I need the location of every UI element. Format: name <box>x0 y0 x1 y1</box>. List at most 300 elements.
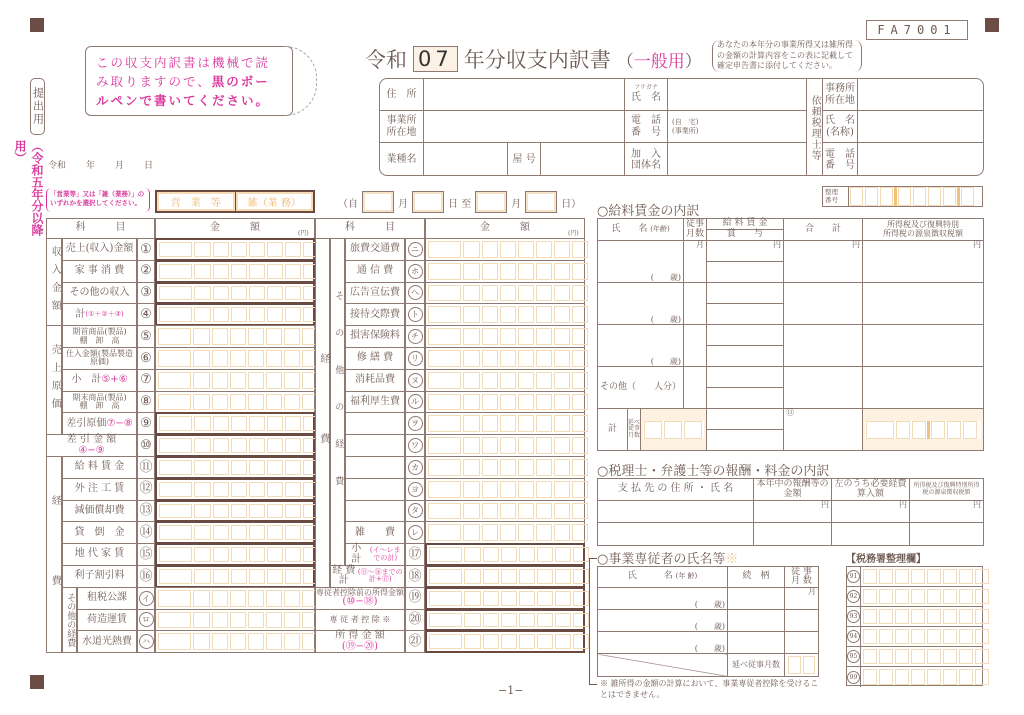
total-withholding[interactable] <box>863 409 984 451</box>
digit-box <box>266 328 282 345</box>
digit-box <box>194 438 211 453</box>
option-misc-business[interactable]: 雑（業 務） <box>236 192 314 211</box>
digit-box <box>963 421 977 439</box>
digit-box <box>463 415 480 432</box>
row-label-text: 給 料 賃 金 <box>74 461 125 473</box>
tax-office-input[interactable] <box>861 607 991 626</box>
digit-box <box>159 307 192 322</box>
digit-box <box>429 634 462 649</box>
period-month-label: 月 <box>511 198 522 210</box>
amount-input[interactable] <box>425 260 585 283</box>
row-label-text: 福利厚生費 <box>350 395 400 407</box>
tax-office-row-label <box>847 567 861 586</box>
digit-box <box>895 649 909 664</box>
digit-box <box>248 394 264 411</box>
total-input[interactable] <box>784 367 863 409</box>
deductible-input[interactable] <box>832 523 910 546</box>
amount-input[interactable] <box>155 412 315 435</box>
fees-table <box>597 478 984 546</box>
digit-box <box>518 306 534 323</box>
amount-input[interactable] <box>155 521 315 544</box>
row-number <box>405 543 425 566</box>
digit-box <box>518 328 534 345</box>
amount-input[interactable] <box>425 500 585 523</box>
digit-box <box>285 547 301 562</box>
digit-box <box>249 460 265 475</box>
association-input[interactable] <box>668 143 807 176</box>
title-paren: （ <box>616 51 634 72</box>
employee-name-input[interactable]: その他（ 人分） <box>598 367 684 409</box>
digit-box <box>927 609 941 624</box>
amount-input[interactable] <box>155 325 315 348</box>
digit-box <box>518 285 534 302</box>
digit-box <box>212 328 228 345</box>
row-number <box>405 303 425 326</box>
row-label-text: 減価償却費 <box>74 504 125 516</box>
digit-box <box>863 609 877 624</box>
digit-box <box>428 263 461 280</box>
notice-box <box>85 46 293 116</box>
from-day-input[interactable] <box>412 191 444 213</box>
row-label-text: 通 信 費 <box>356 264 394 276</box>
digit-box <box>159 416 192 431</box>
tax-office-code: 95 <box>847 650 860 663</box>
option-business[interactable]: 営 業 等 <box>157 192 236 211</box>
bonus-input[interactable] <box>707 388 784 409</box>
total-amount[interactable]: ⑪ <box>784 409 863 451</box>
row-number-text: ト <box>408 307 423 322</box>
row-number-text: ⑫ <box>139 481 153 497</box>
digit-box <box>536 306 552 323</box>
reference-number-label: 整理 番号 <box>823 187 849 206</box>
digit-box <box>213 504 229 519</box>
digit-box <box>285 460 301 475</box>
employee-name-input[interactable]: ( 歳) <box>598 325 684 367</box>
fee-amount-input[interactable] <box>754 523 832 546</box>
digit-box <box>158 328 191 345</box>
tax-office-row-label <box>847 667 861 687</box>
digit-box <box>501 547 517 562</box>
dependent-months-input[interactable] <box>785 610 819 632</box>
to-day-input[interactable] <box>525 191 557 213</box>
amount-input[interactable] <box>425 412 585 435</box>
row-number-text: ヌ <box>408 373 423 388</box>
digit-box <box>230 633 246 650</box>
digit-box <box>213 438 229 453</box>
amount-input[interactable] <box>425 630 585 653</box>
dependent-months-input[interactable] <box>785 632 819 654</box>
title-era: 令和 <box>365 48 407 72</box>
row-number <box>137 565 155 588</box>
reference-number-input[interactable] <box>849 187 982 206</box>
total-input[interactable]: 円 <box>784 241 863 283</box>
salary-row <box>598 325 984 346</box>
amount-input[interactable] <box>155 434 315 457</box>
amount-input[interactable] <box>425 478 585 501</box>
digit-box <box>159 264 192 279</box>
row-label-text: 差引原価 <box>66 417 107 429</box>
date-era: 令和 <box>48 161 67 171</box>
row-label-text: 小 計 <box>71 373 102 385</box>
digit-box <box>249 307 265 322</box>
shop-name-input[interactable] <box>541 143 625 176</box>
digit-box <box>879 609 893 624</box>
amount-input[interactable] <box>155 587 315 610</box>
row-formula: (⑩−⑱) <box>342 596 378 608</box>
digit-box <box>482 415 498 432</box>
row-label <box>77 630 137 653</box>
phone-input[interactable] <box>668 111 807 143</box>
amount-input[interactable] <box>155 391 315 414</box>
payee-input[interactable] <box>598 501 754 523</box>
digit-box <box>572 481 588 498</box>
row-number-text: ハ <box>139 634 154 649</box>
row-number <box>405 630 425 653</box>
row-number <box>137 412 155 435</box>
digit-box <box>231 460 247 475</box>
tax-office-row <box>847 587 982 607</box>
amount-input[interactable] <box>425 565 585 588</box>
row-number <box>405 347 425 370</box>
form-code: FA7001 <box>866 20 968 40</box>
digit-box <box>536 328 552 345</box>
row-label <box>345 238 405 261</box>
row-label-text: 計 <box>75 308 86 320</box>
digit-box <box>975 609 989 624</box>
digit-box <box>193 372 210 389</box>
digit-box <box>537 613 553 628</box>
deductible-input[interactable]: 円 <box>832 501 910 523</box>
row-number-text: イ <box>139 591 154 606</box>
digit-box <box>554 241 570 258</box>
row-label <box>62 478 137 501</box>
amount-input[interactable] <box>155 500 315 523</box>
digit-box <box>193 394 210 411</box>
row-label <box>62 347 137 370</box>
relation-input[interactable] <box>728 610 785 632</box>
total-input[interactable] <box>784 283 863 325</box>
digit-box <box>194 547 211 562</box>
wage-input[interactable]: 円 <box>707 241 784 262</box>
amount-input[interactable] <box>425 456 585 479</box>
dependent-months-input[interactable]: 月 <box>785 588 819 610</box>
row-number-text: ① <box>140 241 152 257</box>
amount-input[interactable] <box>425 434 585 457</box>
office-address-input[interactable] <box>424 111 625 143</box>
amount-input[interactable] <box>155 282 315 305</box>
digit-box <box>428 350 461 367</box>
tax-office-row <box>847 647 982 667</box>
ta-phone-input[interactable] <box>858 143 984 176</box>
amount-input[interactable] <box>155 543 315 566</box>
salary-table <box>597 218 984 451</box>
total-months-label: 延べ従事月数 <box>628 409 641 451</box>
employee-name-input[interactable]: ( 歳) <box>598 283 684 325</box>
wage-input[interactable] <box>707 283 784 304</box>
ta-name-label: 氏 名 (名称) <box>823 111 858 143</box>
bonus-input[interactable] <box>707 304 784 325</box>
amount-input[interactable] <box>425 347 585 370</box>
digit-box <box>248 590 264 607</box>
row-number-text: ㉑ <box>408 633 422 649</box>
to-month-input[interactable] <box>475 191 507 213</box>
digit-box <box>429 569 462 584</box>
fee-withholding-input[interactable]: 円 <box>910 501 984 523</box>
amount-input[interactable] <box>155 260 315 283</box>
row-number <box>137 609 155 632</box>
amount-input[interactable] <box>155 609 315 632</box>
amount-input[interactable] <box>155 369 315 392</box>
bonus-input[interactable] <box>707 262 784 283</box>
amount-input[interactable] <box>155 630 315 653</box>
amount-input[interactable] <box>425 391 585 414</box>
digit-box <box>194 264 211 279</box>
digit-box <box>428 415 461 432</box>
ta-name-input[interactable] <box>858 111 984 143</box>
digit-box <box>230 590 246 607</box>
digit-box <box>213 242 229 257</box>
months-input[interactable] <box>684 367 707 409</box>
withholding-input[interactable]: 円 <box>863 241 984 283</box>
digit-box <box>482 328 498 345</box>
digit-box <box>213 460 229 475</box>
total-input[interactable] <box>784 325 863 367</box>
digit-box <box>536 285 552 302</box>
row-number-text: ② <box>140 263 152 279</box>
digit-box <box>959 649 973 664</box>
yen-unit: (円) <box>568 230 579 237</box>
digit-box <box>428 524 461 541</box>
digit-box <box>231 482 247 497</box>
amount-input[interactable] <box>425 325 585 348</box>
digit-box <box>463 459 480 476</box>
digit-box <box>554 263 570 280</box>
digit-box <box>927 589 941 604</box>
wage-input[interactable] <box>707 325 784 346</box>
bonus-input[interactable] <box>707 346 784 367</box>
row-number-text: ヘ <box>408 285 423 300</box>
amount-input[interactable] <box>425 609 585 632</box>
digit-box <box>536 503 552 520</box>
digit-box <box>879 629 893 644</box>
amount-input[interactable] <box>425 282 585 305</box>
digit-box <box>248 350 264 367</box>
amount-input[interactable] <box>155 347 315 370</box>
digit-box <box>248 633 264 650</box>
amount-input[interactable] <box>155 303 315 326</box>
row-number-text: ヨ <box>408 482 423 497</box>
digit-box <box>230 328 246 345</box>
wage-input[interactable] <box>707 367 784 388</box>
digit-box <box>554 328 570 345</box>
withholding-input[interactable] <box>863 325 984 367</box>
digit-box <box>482 285 498 302</box>
relation-input[interactable] <box>728 632 785 654</box>
digit-box <box>231 569 247 584</box>
digit-box <box>536 459 552 476</box>
tax-office-input[interactable] <box>861 587 991 606</box>
date-year: 年 <box>86 161 96 171</box>
ta-office-input[interactable] <box>858 79 984 111</box>
withholding-input[interactable] <box>863 283 984 325</box>
digit-box <box>518 350 534 367</box>
row-number-text: ⑩ <box>140 437 152 453</box>
amount-input[interactable] <box>425 587 585 610</box>
period-range <box>338 191 581 213</box>
row-label-text: 修 繕 費 <box>356 352 394 364</box>
months-input[interactable]: 月 <box>684 241 707 283</box>
from-month-input[interactable] <box>362 191 394 213</box>
payee-input[interactable] <box>598 523 754 546</box>
months-input[interactable] <box>684 283 707 325</box>
digit-box <box>267 482 283 497</box>
title-paren: ） <box>684 51 702 72</box>
name-input[interactable] <box>668 79 807 111</box>
total-months-input[interactable] <box>641 409 707 451</box>
digit-box <box>159 286 192 301</box>
tax-accountant-label: 依頼税理士等 <box>807 79 823 176</box>
fee-amount-input[interactable]: 円 <box>754 501 832 523</box>
tax-office-input[interactable] <box>861 647 991 666</box>
digit-box <box>249 482 265 497</box>
row-number <box>405 412 425 435</box>
digit-box <box>428 503 461 520</box>
digit-box <box>463 241 480 258</box>
digit-box <box>266 372 282 389</box>
row-label <box>315 609 405 632</box>
digit-box <box>159 525 192 540</box>
digit-box <box>536 524 552 541</box>
digit-box <box>267 460 283 475</box>
digit-box <box>501 634 517 649</box>
business-type-input[interactable] <box>424 143 508 176</box>
digit-box <box>428 306 461 323</box>
tax-office-title: 【税務署整理欄】 <box>846 554 926 565</box>
row-number-text: ホ <box>408 264 423 279</box>
digit-box <box>463 263 480 280</box>
digit-box <box>267 547 283 562</box>
ta-phone-label: 電 話 番 号 <box>823 143 858 176</box>
withholding-input[interactable] <box>863 367 984 409</box>
subgroup-label: その他の経費 <box>330 238 345 566</box>
digit-box <box>212 612 228 629</box>
digit-box <box>463 285 480 302</box>
digit-box <box>975 629 989 644</box>
row-label <box>62 238 137 261</box>
dependent-name-input[interactable]: ( 歳) <box>598 632 728 654</box>
row-label <box>345 500 405 523</box>
digit-box <box>285 482 301 497</box>
registration-mark <box>985 18 999 32</box>
row-number <box>137 238 155 261</box>
tax-office-input[interactable] <box>861 667 991 687</box>
amount-input[interactable] <box>155 565 315 588</box>
amount-input[interactable] <box>425 543 585 566</box>
tax-office-code: 93 <box>847 610 860 623</box>
row-number-text: ⑲ <box>408 590 422 606</box>
digit-box <box>879 669 893 685</box>
header-name: 氏 名 <box>611 223 648 234</box>
row-number-text: ⑥ <box>140 350 152 366</box>
dependent-name-input[interactable]: ( 歳) <box>598 588 728 610</box>
row-label-text: 期首商品(製品) 棚 卸 高 <box>72 327 127 345</box>
row-label-text: 租税公課 <box>87 591 127 603</box>
salary-row <box>598 367 984 388</box>
fee-withholding-input[interactable] <box>910 523 984 546</box>
amount-input[interactable] <box>155 478 315 501</box>
months-input[interactable] <box>684 325 707 367</box>
total-wage[interactable] <box>707 409 784 430</box>
digit-box <box>863 649 877 664</box>
digit-box <box>500 241 516 258</box>
row-number-text: ③ <box>140 285 152 301</box>
row-number-text: レ <box>408 525 423 540</box>
digit-box <box>429 547 462 562</box>
dependent-name-input[interactable]: ( 歳) <box>598 610 728 632</box>
tax-office-code: 99 <box>847 671 860 684</box>
digit-box <box>536 394 552 411</box>
digit-box <box>912 421 926 439</box>
row-number-text: チ <box>408 329 423 344</box>
total-dep-months-input[interactable] <box>785 654 819 677</box>
digit-box <box>500 437 516 454</box>
digit-box <box>284 394 300 411</box>
digit-box <box>500 394 516 411</box>
digit-box <box>267 438 283 453</box>
tax-office-input[interactable] <box>861 627 991 646</box>
digit-box <box>212 394 228 411</box>
amount-input[interactable] <box>425 303 585 326</box>
employee-name-input[interactable]: ( 歳) <box>598 241 684 283</box>
year-field[interactable]: 07 <box>413 46 458 72</box>
digit-box <box>267 242 283 257</box>
digit-box <box>266 590 282 607</box>
tax-office-input[interactable] <box>861 567 991 586</box>
amount-input[interactable] <box>425 521 585 544</box>
reference-number <box>822 186 983 207</box>
digit-box <box>572 459 588 476</box>
row-label <box>345 260 405 283</box>
tax-office-row-label <box>847 647 861 666</box>
row-number-text: ⑰ <box>408 546 422 562</box>
digit-box <box>863 669 877 685</box>
row-label-text: 接待交際費 <box>350 308 400 320</box>
digit-box <box>500 285 516 302</box>
title-note: あなたの本年分の事業所得又は雑所得の金額の計算内容をこの表に記載して確定申告書に添付してください。 <box>712 40 862 72</box>
digit-box <box>500 481 516 498</box>
amount-input[interactable] <box>425 238 585 261</box>
row-number-text: ニ <box>408 242 423 257</box>
amount-input[interactable] <box>155 238 315 261</box>
address-input[interactable] <box>424 79 625 111</box>
digit-box <box>895 609 909 624</box>
digit-box <box>194 482 211 497</box>
digit-box <box>159 438 192 453</box>
row-formula: (イ〜レまでの計) <box>369 546 401 562</box>
digit-box <box>927 569 941 584</box>
relation-input[interactable] <box>728 588 785 610</box>
digit-box <box>519 591 535 606</box>
digit-box <box>159 547 192 562</box>
digit-box <box>536 350 552 367</box>
amount-input[interactable] <box>155 456 315 479</box>
digit-box <box>943 589 957 604</box>
digit-box <box>482 503 498 520</box>
digit-box <box>231 438 247 453</box>
total-bonus[interactable] <box>707 430 784 451</box>
amount-input[interactable] <box>425 369 585 392</box>
digit-box <box>463 350 480 367</box>
